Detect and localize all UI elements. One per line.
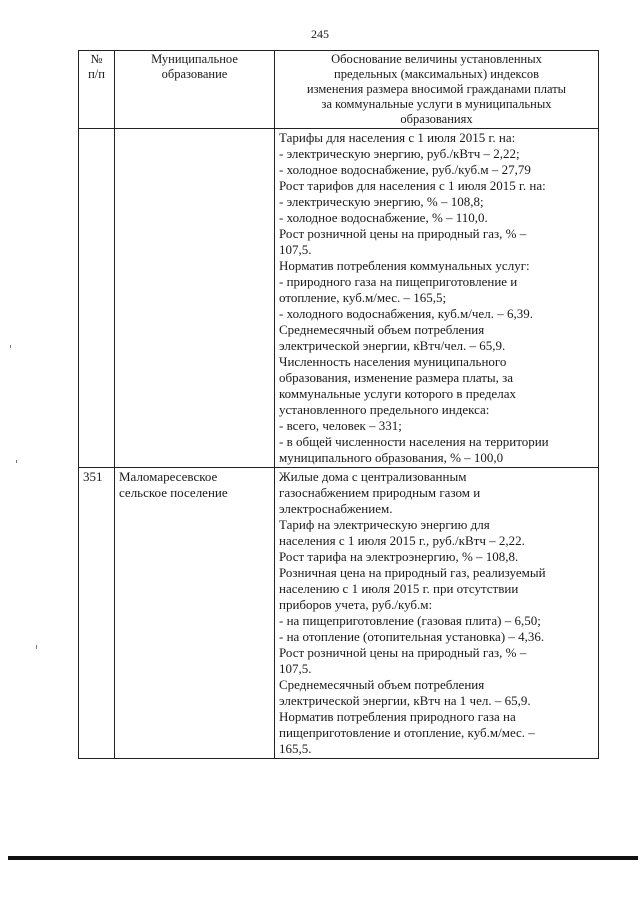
header-line: за коммунальные услуги в муниципальных xyxy=(321,97,552,111)
basis-line: отопление, куб.м/мес. – 165,5; xyxy=(279,290,447,305)
basis-line: - холодного водоснабжения, куб.м/чел. – 6,39. xyxy=(279,306,533,321)
basis-cell xyxy=(275,129,599,468)
basis-line: Тариф на электрическую энергию для xyxy=(279,517,490,532)
basis-line: - холодное водоснабжение, % – 110,0. xyxy=(279,210,488,225)
municipality-cell xyxy=(115,129,275,468)
basis-line: 107,5. xyxy=(279,661,312,676)
table-row xyxy=(79,129,599,468)
basis-line: муниципального образования, % – 100,0 xyxy=(279,450,504,465)
scan-mark xyxy=(36,645,37,649)
basis-line: Среднемесячный объем потребления xyxy=(279,322,485,337)
basis-line: образования, изменение размера платы, за xyxy=(279,370,514,385)
basis-line: населению с 1 июля 2015 г. при отсутствии xyxy=(279,581,519,596)
header-line: предельных (максимальных) индексов xyxy=(334,67,539,81)
tariff-table xyxy=(78,50,599,759)
basis-cell xyxy=(275,468,599,759)
header-line: Муниципальное xyxy=(151,52,238,66)
basis-line: - в общей численности населения на территории xyxy=(279,434,549,449)
header-num xyxy=(79,51,115,129)
basis-line: Норматив потребления природного газа на xyxy=(279,709,516,724)
basis-line: - на отопление (отопительная установка) – 4,36. xyxy=(279,629,545,644)
municipality-cell xyxy=(115,468,275,759)
basis-line: - электрическую энергию, % – 108,8; xyxy=(279,194,484,209)
municipality-line: сельское поселение xyxy=(119,485,228,500)
basis-line: - холодное водоснабжение, руб./куб.м – 27,79 xyxy=(279,162,531,177)
basis-line: Рост тарифов для населения с 1 июля 2015 г. на: xyxy=(279,178,546,193)
basis-line: электроснабжением. xyxy=(279,501,393,516)
basis-line: населения с 1 июля 2015 г., руб./кВтч – 2,22. xyxy=(279,533,525,548)
table-row xyxy=(79,468,599,759)
basis-line: электрической энергии, кВтч/чел. – 65,9. xyxy=(279,338,506,353)
bottom-rule xyxy=(8,856,638,860)
basis-line: - на пищеприготовление (газовая плита) – 6,50; xyxy=(279,613,541,628)
basis-line: Среднемесячный объем потребления xyxy=(279,677,485,692)
basis-line: Тарифы для населения с 1 июля 2015 г. на: xyxy=(279,130,516,145)
basis-line: коммунальные услуги которого в пределах xyxy=(279,386,516,401)
scan-mark xyxy=(16,460,17,463)
basis-line: - природного газа на пищеприготовление и xyxy=(279,274,518,289)
header-line: образованиях xyxy=(400,112,473,126)
basis-line: пищеприготовление и отопление, куб.м/мес. – xyxy=(279,725,535,740)
basis-line: Рост розничной цены на природный газ, % – xyxy=(279,226,527,241)
row-number-cell xyxy=(79,129,115,468)
header-line: Обоснование величины установленных xyxy=(331,52,542,66)
basis-line: Численность населения муниципального xyxy=(279,354,507,369)
header-line: изменения размера вносимой гражданами платы xyxy=(306,82,567,96)
basis-line: 107,5. xyxy=(279,242,312,257)
basis-line: установленного предельного индекса: xyxy=(279,402,490,417)
header-line: п/п xyxy=(88,67,105,81)
basis-line: Норматив потребления коммунальных услуг: xyxy=(279,258,530,273)
scan-mark xyxy=(10,345,11,348)
basis-line: газоснабжением природным газом и xyxy=(279,485,481,500)
basis-line: - электрическую энергию, руб./кВтч – 2,22; xyxy=(279,146,520,161)
header-basis xyxy=(275,51,599,129)
basis-line: приборов учета, руб./куб.м: xyxy=(279,597,433,612)
header-line: № xyxy=(90,52,103,66)
page-number: 245 xyxy=(311,27,329,41)
basis-line: Рост тарифа на электроэнергию, % – 108,8. xyxy=(279,549,519,564)
basis-line: - всего, человек – 331; xyxy=(279,418,402,433)
header-line: образование xyxy=(161,67,228,81)
basis-line: 165,5. xyxy=(279,741,312,756)
basis-line: электрической энергии, кВтч на 1 чел. – 65,9. xyxy=(279,693,531,708)
header-municipality xyxy=(115,51,275,129)
basis-line: Рост розничной цены на природный газ, % – xyxy=(279,645,527,660)
municipality-line: Маломаресевское xyxy=(119,469,218,484)
basis-line: Жилые дома с централизованным xyxy=(279,469,467,484)
table-header-row xyxy=(79,51,599,129)
basis-line: Розничная цена на природный газ, реализуемый xyxy=(279,565,546,580)
row-number-cell: 351 xyxy=(79,468,115,759)
